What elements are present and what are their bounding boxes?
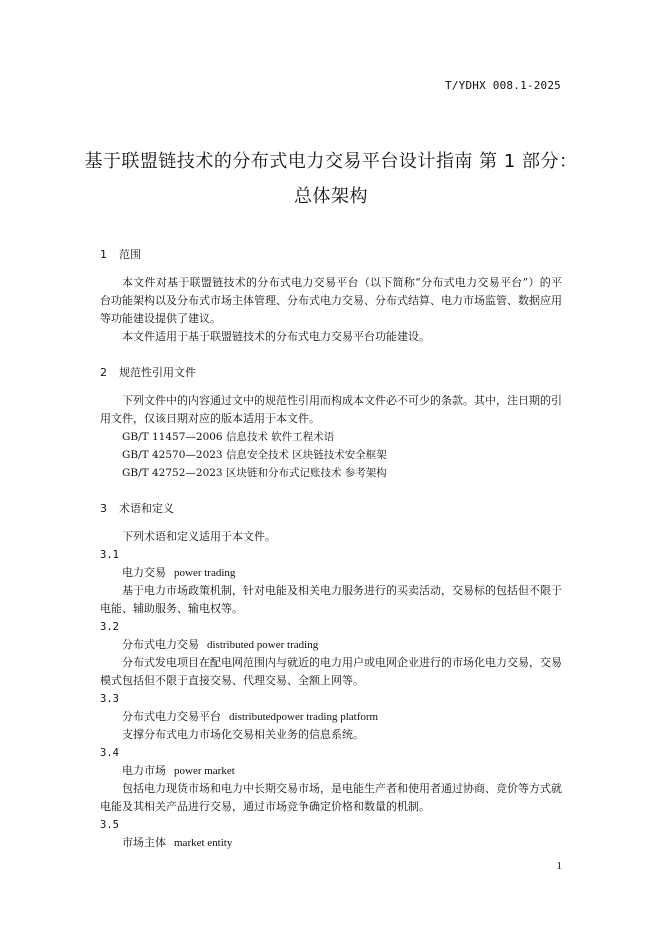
term-number: 3.5: [100, 819, 119, 831]
section-1-paragraph-1: 本文件对基于联盟链技术的分布式电力交易平台（以下简称“分布式电力交易平台”）的平台功能架构以及分布式市场主体管理、分布式电力交易、分布式结算、电力市场监管、数据应用等功能建设提供了建议。: [100, 276, 562, 325]
term-english: distributedpower trading platform: [229, 711, 379, 723]
section-3-intro: 下列术语和定义适用于本文件。: [122, 530, 276, 543]
term-english: distributed power trading: [207, 639, 319, 651]
section-2-paragraph: 下列文件中的内容通过文中的规范性引用而构成本文件必不可少的条款。其中，注日期的引用文件，仅该日期对应的版本适用于本文件。: [100, 394, 562, 425]
section-2-heading: [100, 364, 562, 382]
term-number: 3.2: [100, 621, 119, 633]
term-definition: 支撑分布式电力市场化交易相关业务的信息系统。: [122, 728, 364, 741]
section-1-paragraph-2: 本文件适用于基于联盟链技术的分布式电力交易平台功能建设。: [122, 330, 430, 343]
term-english: power market: [174, 765, 235, 777]
term-title: [100, 708, 562, 726]
term-number: 3.1: [100, 549, 119, 561]
section-title: 规范性引用文件: [119, 366, 196, 379]
section-title: 术语和定义: [119, 502, 174, 515]
section-3-heading: [100, 500, 562, 518]
term-chinese: 市场主体: [122, 836, 166, 849]
term-english: market entity: [174, 837, 233, 849]
reference-item: GB/T 42570—2023 信息安全技术 区块链技术安全框架: [122, 449, 387, 461]
term-title: [100, 834, 562, 852]
document-title-line2: 总体架构: [294, 186, 368, 207]
term-english: power trading: [174, 567, 236, 579]
section-number: 1: [100, 248, 107, 261]
reference-item: GB/T 11457—2006 信息技术 软件工程术语: [122, 431, 335, 443]
section-number: 2: [100, 366, 107, 379]
term-definition: 包括电力现货市场和电力中长期交易市场，是电能生产者和使用者通过协商、竞价等方式就电能及其相关产品进行交易，通过市场竞争确定价格和数量的机制。: [100, 782, 562, 813]
term-chinese: 电力交易: [122, 566, 166, 579]
reference-item: GB/T 42752—2023 区块链和分布式记账技术 参考架构: [122, 467, 387, 479]
term-number: 3.3: [100, 693, 119, 705]
term-number: 3.4: [100, 747, 119, 759]
term-definition: 分布式发电项目在配电网范围内与就近的电力用户或电网企业进行的市场化电力交易，交易模式包括但不限于直接交易、代理交易、全额上网等。: [100, 656, 562, 687]
term-chinese: 分布式电力交易平台: [122, 710, 221, 723]
document-title-line1: 基于联盟链技术的分布式电力交易平台设计指南 第 1 部分：: [84, 151, 578, 172]
section-number: 3: [100, 502, 107, 515]
term-chinese: 分布式电力交易: [122, 638, 199, 651]
term-title: [100, 564, 562, 582]
page-number: 1: [556, 860, 562, 872]
section-1-heading: [100, 246, 562, 264]
term-chinese: 电力市场: [122, 764, 166, 777]
document-code: T/YDHX 008.1-2025: [445, 79, 561, 92]
term-title: [100, 762, 562, 780]
document-body: [100, 246, 562, 852]
term-definition: 基于电力市场政策机制，针对电能及相关电力服务进行的买卖活动，交易标的包括但不限于电能、辅助服务、输电权等。: [100, 584, 562, 615]
term-title: [100, 636, 562, 654]
section-title: 范围: [119, 248, 141, 261]
